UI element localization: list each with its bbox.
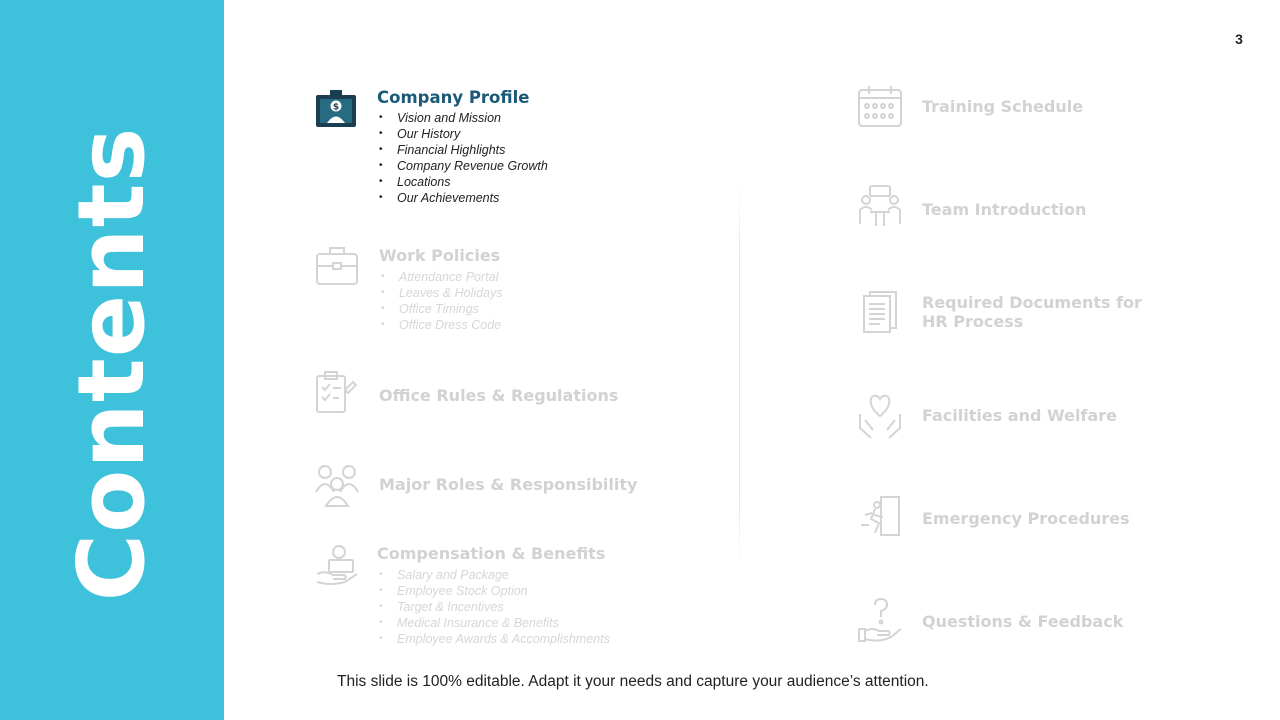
- list-item[interactable]: • Target & Incentives: [377, 599, 610, 615]
- section-title-training-schedule[interactable]: Training Schedule: [922, 97, 1084, 116]
- list-item[interactable]: • Our Achievements: [377, 190, 548, 206]
- section-title-work-policies[interactable]: Work Policies: [379, 246, 501, 265]
- column-divider: [739, 180, 740, 570]
- list-item[interactable]: • Attendance Portal: [379, 269, 503, 285]
- list-item[interactable]: • Medical Insurance & Benefits: [377, 615, 610, 631]
- work-policies-list: [379, 269, 503, 333]
- emergency-exit-icon: [859, 495, 903, 537]
- list-item[interactable]: • Office Dress Code: [379, 317, 503, 333]
- list-item[interactable]: • Salary and Package: [377, 567, 610, 583]
- section-title-compensation[interactable]: Compensation & Benefits: [377, 544, 606, 563]
- section-title-team-introduction[interactable]: Team Introduction: [922, 200, 1087, 219]
- section-title-major-roles[interactable]: Major Roles & Responsibility: [379, 475, 638, 494]
- list-item[interactable]: • Company Revenue Growth: [377, 158, 548, 174]
- slide-title: Contents: [58, 126, 165, 602]
- section-title-questions[interactable]: Questions & Feedback: [922, 612, 1124, 631]
- heart-hands-icon: [857, 390, 903, 440]
- documents-icon: [862, 290, 898, 334]
- list-item[interactable]: • Locations: [377, 174, 548, 190]
- section-title-facilities[interactable]: Facilities and Welfare: [922, 406, 1117, 425]
- list-item[interactable]: • Financial Highlights: [377, 142, 548, 158]
- list-item[interactable]: • Vision and Mission: [377, 110, 548, 126]
- hand-money-icon: [315, 544, 359, 586]
- list-item[interactable]: • Employee Stock Option: [377, 583, 610, 599]
- list-item[interactable]: • Office Timings: [379, 301, 503, 317]
- list-item[interactable]: • Our History: [377, 126, 548, 142]
- footer-note: This slide is 100% editable. Adapt it your needs and capture your audience’s attention.: [337, 673, 929, 690]
- compensation-list: [377, 567, 610, 647]
- checklist-clipboard-icon: [315, 370, 357, 414]
- section-title-emergency[interactable]: Emergency Procedures: [922, 509, 1130, 528]
- sidebar-panel: [0, 0, 224, 720]
- page-number: 3: [1235, 31, 1243, 47]
- section-title-required-documents[interactable]: Required Documents for HR Process: [922, 293, 1142, 331]
- question-hand-icon: [857, 597, 903, 643]
- meeting-table-icon: [856, 184, 904, 228]
- company-profile-list: [377, 110, 548, 206]
- list-item[interactable]: • Employee Awards & Accomplishments: [377, 631, 610, 647]
- section-title-company-profile[interactable]: Company Profile: [377, 88, 530, 107]
- section-title-office-rules[interactable]: Office Rules & Regulations: [379, 386, 619, 405]
- svg-text:$: $: [332, 102, 340, 113]
- money-id-card-icon: [315, 90, 357, 128]
- calendar-icon: [857, 84, 903, 128]
- list-item[interactable]: • Leaves & Holidays: [379, 285, 503, 301]
- team-people-icon: [315, 462, 359, 508]
- briefcase-icon: [315, 244, 359, 286]
